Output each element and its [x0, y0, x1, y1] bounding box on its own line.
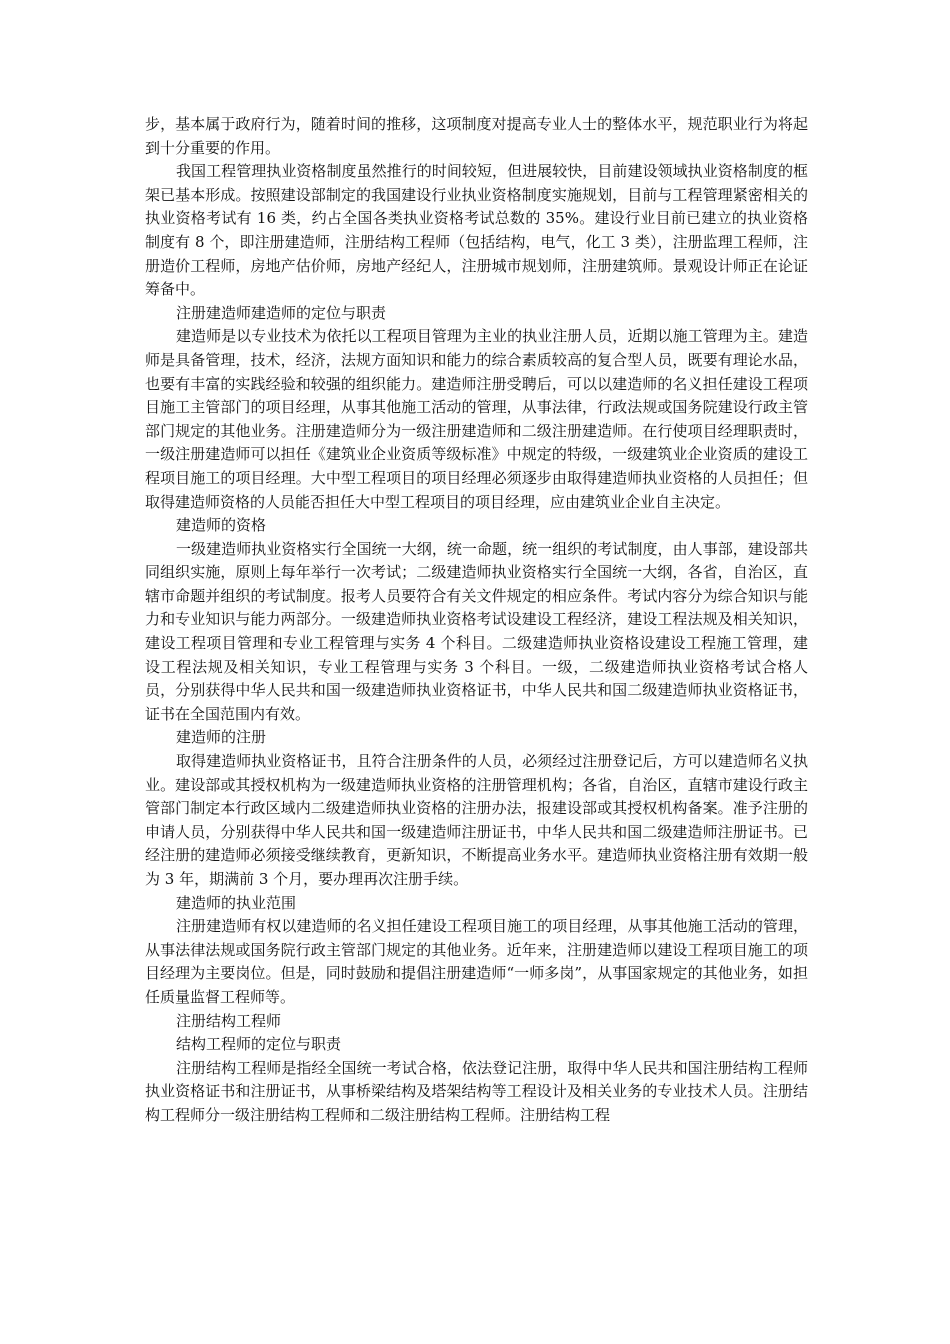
- paragraph: 一级建造师执业资格实行全国统一大纲，统一命题，统一组织的考试制度，由人事部，建设部共同组织实施，原则上每年举行一次考试；二级建造师执业资格实行全国统一大纲，各省，自治区，直辖市命题并组织的考试制度。报考人员要符合有关文件规定的相应条件。考试内容分为综合知识与能力和专业知识与能力两部分。一级建造师执业资格考试设建设工程经济，建设工程法规及相关知识，建设工程项目管理和专业工程管理与实务 4 个科目。二级建造师执业资格设建设工程施工管理，建设工程法规及相关知识，专业工程管理与实务 3 个科目。一级，二级建造师执业资格考试合格人员，分别获得中华人民共和国一级建造师执业资格证书，中华人民共和国二级建造师执业资格证书，证书在全国范围内有效。: [145, 539, 808, 723]
- section-heading: 注册结构工程师: [176, 1011, 282, 1030]
- section-heading: 建造师的执业范围: [176, 893, 297, 912]
- paragraph: 步，基本属于政府行为，随着时间的推移，这项制度对提高专业人士的整体水平，规范职业行为将起到十分重要的作用。: [145, 115, 808, 157]
- paragraph: 注册结构工程师是指经全国统一考试合格，依法登记注册，取得中华人民共和国注册结构工程师执业资格证书和注册证书，从事桥梁结构及塔架结构等工程设计及相关业务的专业技术人员。注册结构工程师分一级注册结构工程师和二级注册结构工程师。注册结构工程: [145, 1058, 808, 1124]
- section-heading: 建造师的注册: [176, 728, 267, 747]
- paragraph: 建造师是以专业技术为依托以工程项目管理为主业的执业注册人员，近期以施工管理为主。建造师是具备管理，技术，经济，法规方面知识和能力的综合素质较高的复合型人员，既要有理论水品，也要有丰富的实践经验和较强的组织能力。建造师注册受聘后，可以以建造师的名义担任建设工程项目施工主管部门的项目经理，从事其他施工活动的管理，从事法律，行政法规或国务院建设行政主管部门规定的其他业务。注册建造师分为一级注册建造师和二级注册建造师。在行使项目经理职责时，一级注册建造师可以担任《建筑业企业资质等级标准》中规定的特级，一级建筑业企业资质的建设工程项目施工的项目经理。大中型工程项目的项目经理必须逐步由取得建造师执业资格的人员担任；但取得建造师资格的人员能否担任大中型工程项目的项目经理，应由建筑业企业自主决定。: [145, 327, 808, 511]
- section-heading: 结构工程师的定位与职责: [176, 1035, 342, 1054]
- paragraph: 取得建造师执业资格证书，且符合注册条件的人员，必须经过注册登记后，方可以建造师名义执业。建设部或其授权机构为一级建造师执业资格的注册管理机构；各省，自治区，直辖市建设行政主管部门制定本行政区域内二级建造师执业资格的注册办法，报建设部或其授权机构备案。准予注册的申请人员，分别获得中华人民共和国一级建造师注册证书，中华人民共和国二级建造师注册证书。已经注册的建造师必须接受继续教育，更新知识，不断提高业务水平。建造师执业资格注册有效期一般为 3 年，期满前 3 个月，要办理再次注册手续。: [145, 752, 808, 888]
- section-heading: 注册建造师建造师的定位与职责: [176, 303, 387, 322]
- paragraph: 我国工程管理执业资格制度虽然推行的时间较短，但进展较快，目前建设领域执业资格制度的框架已基本形成。按照建设部制定的我国建设行业执业资格制度实施规划，目前与工程管理紧密相关的执业资格考试有 16 类，约占全国各类执业资格考试总数的 35%。建设行业目前已建立的执业资格制度有 8 个，即注册建造师，注册结构工程师（包括结构，电气，化工 3 类），注册监理工程师，注册造价工程师，房地产估价师，房地产经纪人，注册城市规划师，注册建筑师。景观设计师正在论证筹备中。: [145, 162, 808, 299]
- section-heading: 建造师的资格: [176, 516, 267, 535]
- document-body: [145, 113, 808, 1128]
- paragraph: 注册建造师有权以建造师的名义担任建设工程项目施工的项目经理，从事其他施工活动的管理，从事法律法规或国务院行政主管部门规定的其他业务。近年来，注册建造师以建设工程项目施工的项目经理为主要岗位。但是，同时鼓励和提倡注册建造师“一师多岗”，从事国家规定的其他业务，如担任质量监督工程师等。: [145, 917, 808, 1006]
